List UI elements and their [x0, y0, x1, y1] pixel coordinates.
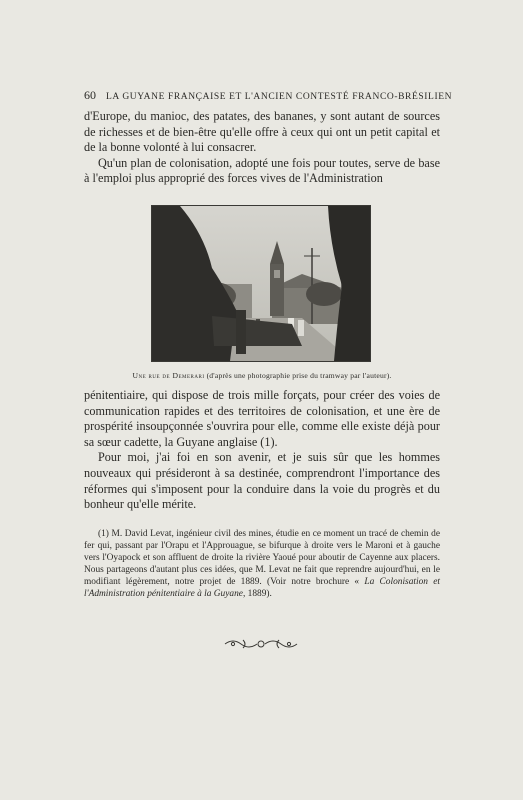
- footnote-book-title: La Colonisation et l'Administration pénitentiaire à la Guyane: [84, 577, 440, 600]
- street-photograph: [151, 205, 371, 362]
- text-block-bottom: [84, 388, 440, 513]
- page-number: 60: [84, 88, 96, 102]
- footnote: [84, 528, 440, 601]
- running-header: [84, 88, 453, 103]
- caption-text: (d'après une photographie prise du tramway par l'auteur).: [204, 371, 392, 380]
- running-title: LA GUYANE FRANÇAISE ET L'ANCIEN CONTESTÉ FRANCO-BRÉSILIEN: [106, 92, 453, 102]
- footnote-end: , 1889).: [242, 589, 272, 600]
- photograph-image: [152, 206, 370, 361]
- footnote-text: (1) M. David Levat, ingénieur civil des mines, étudie en ce moment un tracé de chemin de fer qui, passant par l'Orapu et l'Approuague, se bifurque à droite vers le Maroni et à gauche vers l'Oyapock et son affluent de droite la rivière Yaoué pour aboutir de Cayenne aux placers. Nous partageons d'autant plus ces idées, que M. Levat ne fait que reprendre aujourd'hui, en le modifiant légèrement, notre projet de 1889. (Voir notre brochure «: [84, 529, 440, 588]
- paragraph: Pour moi, j'ai foi en son avenir, et je suis sûr que les hommes nouveaux qui présideront à sa destinée, comprendront l'importance des réformes qui s'imposent pour la conduire dans la voie du progrès et du bonheur qu'elle mérite.: [84, 450, 440, 512]
- caption-title: Une rue de Demerari: [132, 371, 205, 380]
- figure-caption: [84, 371, 440, 380]
- paragraph: Qu'un plan de colonisation, adopté une fois pour toutes, serve de base à l'emploi plus approprié des forces vives de l'Administration: [84, 155, 440, 186]
- text-block-top: [84, 109, 440, 187]
- paragraph: pénitentiaire, qui dispose de trois mille forçats, pour créer des voies de communication rapides et des territoires de colonisation, et une ère de prospérité insoupçonnée s'ouvrira pour elle, comme elle existe déjà pour sa sœur cadette, la Guyane anglaise (1).: [84, 388, 440, 449]
- paragraph: d'Europe, du manioc, des patates, des bananes, y sont autant de sources de richesses et de bien-être qu'elle offre à ceux qui ont un petit capital et de la bonne volonté à lui consacrer.: [84, 109, 440, 155]
- decorative-ornament: [223, 636, 299, 652]
